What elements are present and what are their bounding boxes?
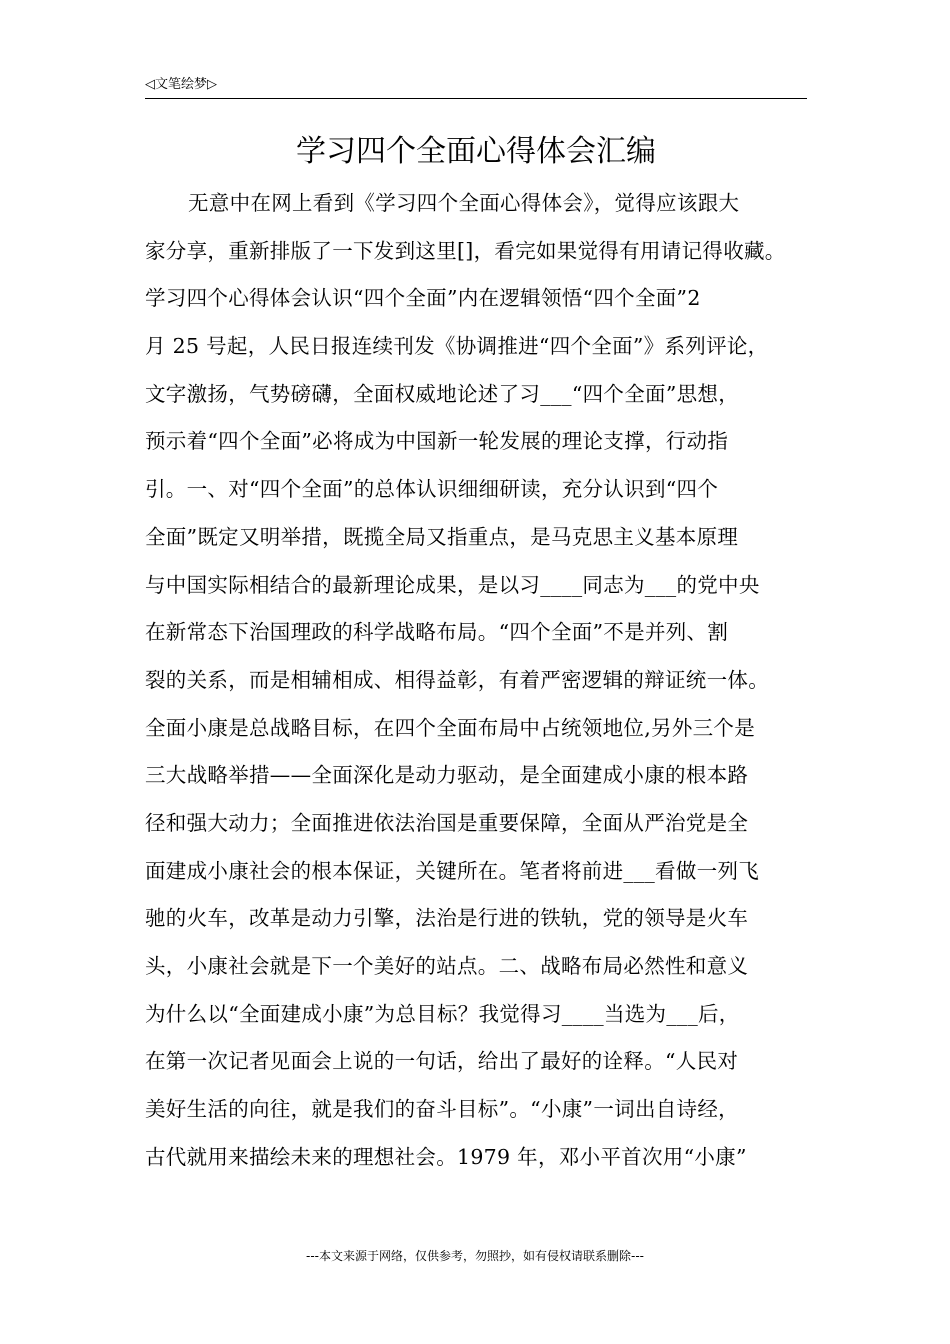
body-line: 为什么以“全面建成小康”为总目标？我觉得习____当选为___后， [145, 1001, 740, 1026]
document-body [145, 180, 825, 1181]
body-line: 全面”既定又明举措，既揽全局又指重点，是马克思主义基本原理 [145, 524, 739, 549]
body-line: 在新常态下治国理政的科学战略布局。“四个全面”不是并列、割 [145, 620, 729, 645]
body-line: 三大战略举措——全面深化是动力驱动，是全面建成小康的根本路 [145, 763, 749, 788]
page-footer: ---本文来源于网络，仅供参考，勿照抄，如有侵权请联系删除--- [306, 1249, 644, 1263]
header-label: ◁文笔绘梦▷ [145, 77, 217, 92]
body-line: 美好生活的向往，就是我们的奋斗目标”。“小康”一词出自诗经， [145, 1097, 739, 1122]
body-line: 面建成小康社会的根本保证，关键所在。笔者将前进___看做一列飞 [145, 858, 760, 883]
body-line: 驰的火车，改革是动力引擎，法治是行进的铁轨，党的领导是火车 [145, 906, 749, 931]
body-line: 学习四个心得体会认识“四个全面”内在逻辑领悟“四个全面”2 [145, 286, 701, 311]
page-header [145, 74, 807, 99]
body-line: 引。一、对“四个全面”的总体认识细细研读，充分认识到“四个 [145, 477, 719, 502]
body-line: 古代就用来描绘未来的理想社会。1979 年，邓小平首次用“小康” [145, 1144, 747, 1169]
body-line: 文字激扬，气势磅礴，全面权威地论述了习___“四个全面”思想， [145, 381, 740, 406]
body-line: 月 25 号起，人民日报连续刊发《协调推进“四个全面”》系列评论， [145, 334, 769, 359]
body-line: 家分享，重新排版了一下发到这里[]，看完如果觉得有用请记得收藏。 [145, 238, 786, 263]
body-line: 在第一次记者见面会上说的一句话，给出了最好的诠释。“人民对 [145, 1049, 739, 1074]
body-line: 无意中在网上看到《学习四个全面心得体会》，觉得应该跟大 [188, 191, 740, 215]
body-line: 裂的关系，而是相辅相成、相得益彰，有着严密逻辑的辩证统一体。 [145, 667, 769, 692]
body-line: 头，小康社会就是下一个美好的站点。二、战略布局必然性和意义 [145, 954, 749, 978]
body-line: 预示着“四个全面”必将成为中国新一轮发展的理论支撑，行动指 [145, 429, 729, 454]
body-line: 与中国实际相结合的最新理论成果，是以习____同志为___的党中央 [145, 572, 760, 597]
body-line: 径和强大动力；全面推进依法治国是重要保障，全面从严治党是全 [145, 810, 749, 835]
body-line: 全面小康是总战略目标，在四个全面布局中占统领地位,另外三个是 [145, 715, 756, 740]
document-title: 学习四个全面心得体会汇编 [296, 134, 656, 169]
